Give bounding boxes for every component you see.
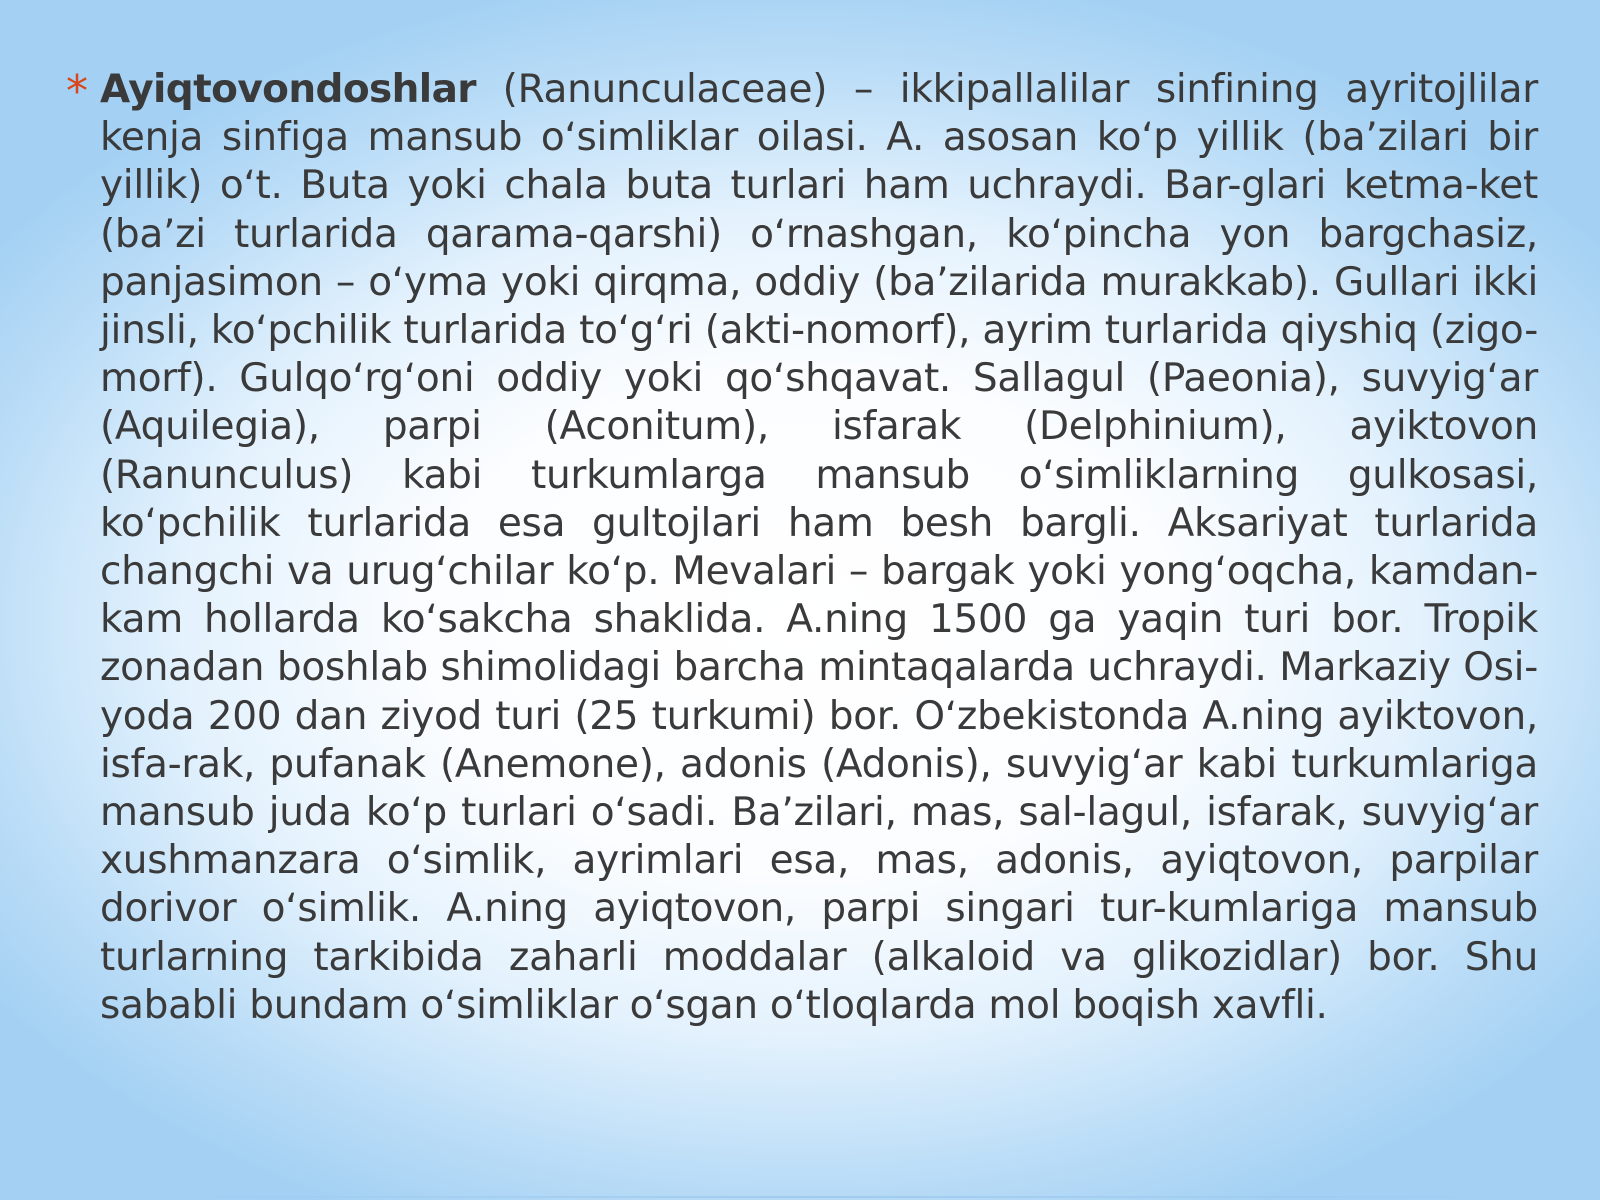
body-paragraph <box>100 66 1538 1030</box>
bullet-item <box>66 66 1538 1030</box>
bottom-divider <box>130 1196 1540 1198</box>
definition-text: (Ranunculaceae) – ikkipallalilar sinfining ayritojlilar kenja sinfiga mansub oʻsimliklar oilasi. A. asosan koʻp yillik (baʼzilari bir yillik) oʻt. Buta yoki chala buta turlari ham uchraydi. Bar-glari ketma-ket (baʼzi turlarida qarama-qarshi) oʻrnashgan, koʻpincha yon bargchasiz, panjasimon – oʻyma yoki qirqma, oddiy (baʼzilarida murakkab). Gullari ikki jinsli, koʻpchilik turlarida toʻgʻri (akti-nomorf), ayrim turlarida qiyshiq (zigo-morf). Gulqoʻrgʻoni oddiy yoki qoʻshqavat. Sallagul (Paeonia), suvyigʻar (Aquilegia), parpi (Aconitum), isfarak (Delphinium), ayiktovon (Ranunculus) kabi turkumlarga mansub oʻsimliklarning gulkosasi, koʻpchilik turlarida esa gultojlari ham besh bargli. Aksariyat turlarida changchi va urugʻchilar koʻp. Mevalari – bargak yoki yongʻoqcha, kamdan-kam hollarda koʻsakcha shaklida. A.ning 1500 ga yaqin turi bor. Tropik zonadan boshlab shimolidagi barcha mintaqalarda uchraydi. Markaziy Osi-yoda 200 dan ziyod turi (25 turkumi) bor. Oʻzbekistonda A.ning ayiktovon, isfa-rak, pufanak (Anemone), adonis (Adonis), suvyigʻar kabi turkumlariga mansub juda koʻp turlari oʻsadi. Baʼzilari, mas, sal-lagul, isfarak, suvyigʻar xushmanzara oʻsimlik, ayrimlari esa, mas, adonis, ayiqtovon, parpilar dorivor oʻsimlik. A.ning ayiqtovon, parpi singari tur-kumlariga mansub turlarning tarkibida zaharli moddalar (alkaloid va glikozidlar) bor. Shu sababli bundam oʻsimliklar oʻsgan oʻtloqlarda mol boqish xavfli. <box>100 67 1538 1028</box>
asterisk-bullet-icon: * <box>66 66 88 117</box>
term-heading: Ayiqtovondoshlar <box>100 67 476 112</box>
